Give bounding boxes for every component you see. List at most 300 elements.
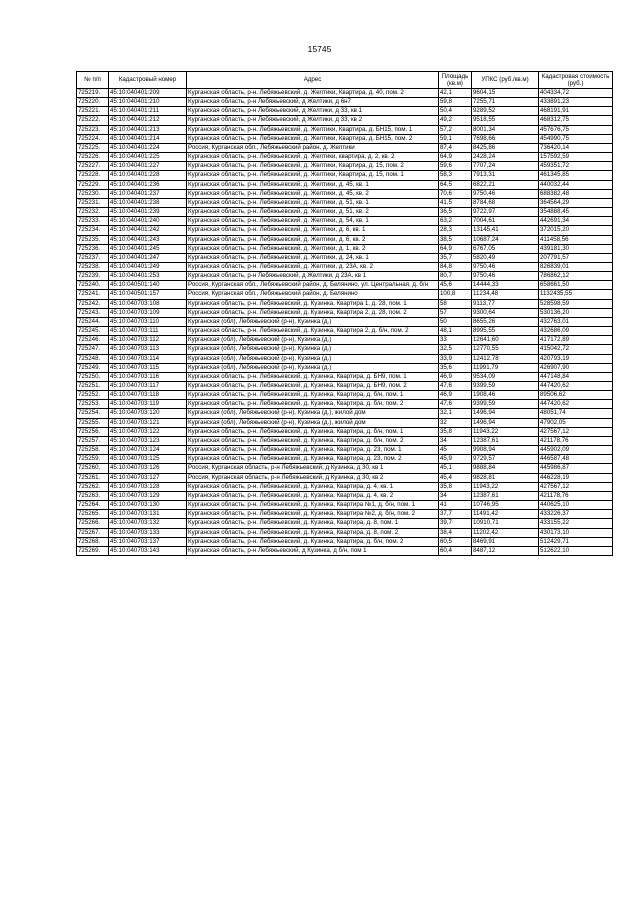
address-cell: Курганская область, р-н. Лебяжьевский, д. Кузинка, Квартира 2, д. 28, пом. 2 <box>187 308 439 317</box>
cadastral-value-cell: 157592,59 <box>539 153 613 162</box>
address-cell: Курганская область, р-н. Лебяжьевский, д. Кузинка, Квартира, д. БН9, пом. 1 <box>187 372 439 381</box>
cadastral-number-cell: 45:10:040401:247 <box>109 253 187 262</box>
address-cell: Курганская область, р-н. Лебяжьевский, д. Кузинка, Квартира, д. 4, кв. 1 <box>187 482 439 491</box>
area-cell: 37,7 <box>439 510 472 519</box>
cadastral-number-cell: 45:10:040703:124 <box>109 446 187 455</box>
row-number-cell: 725222. <box>77 116 109 125</box>
address-cell: Курганская область, р-н. Лебяжьевский, д. Кузинка, Квартира 1, д. 28, пом. 1 <box>187 299 439 308</box>
table-row <box>77 436 613 445</box>
area-cell: 60,4 <box>439 546 472 555</box>
table-row <box>77 125 613 134</box>
cadastral-value-cell: 447420,62 <box>539 400 613 409</box>
cadastral-value-cell: 442691,34 <box>539 217 613 226</box>
table-row <box>77 253 613 262</box>
header-row <box>77 72 613 89</box>
row-number-cell: 725235. <box>77 235 109 244</box>
cadastral-number-cell: 45:10:040703:119 <box>109 400 187 409</box>
cadastral-number-cell: 45:10:040703:123 <box>109 436 187 445</box>
area-cell: 38,5 <box>439 235 472 244</box>
cadastral-value-cell: 47902,05 <box>539 418 613 427</box>
row-number-cell: 725263. <box>77 491 109 500</box>
cadastral-number-cell: 45:10:040401:211 <box>109 107 187 116</box>
area-cell: 100,8 <box>439 290 472 299</box>
cadastral-number-cell: 45:10:040703:131 <box>109 510 187 519</box>
cadastral-number-cell: 45:10:040501:140 <box>109 281 187 290</box>
address-cell: Курганская (обл), Лебяжьевский (р-н), Кузинка (д.) <box>187 354 439 363</box>
upks-cell: 9300,64 <box>472 308 539 317</box>
table-row <box>77 455 613 464</box>
cadastral-value-cell: 415042,72 <box>539 345 613 354</box>
address-cell: Курганская область, р-н. Лебяжьевский, д. Кузинка, Квартира №1, д. б/н, пом. 1 <box>187 501 439 510</box>
area-cell: 32 <box>439 418 472 427</box>
address-cell: Курганская область, р-н. Лебяжьевский, д. Кузинка, Квартира, д. 8, пом. 2 <box>187 528 439 537</box>
area-cell: 58,3 <box>439 171 472 180</box>
cadastral-value-cell: 459351,72 <box>539 162 613 171</box>
cadastral-value-cell: 427567,12 <box>539 427 613 436</box>
cadastral-number-cell: 45:10:040703:143 <box>109 546 187 555</box>
upks-cell: 6822,21 <box>472 180 539 189</box>
row-number-cell: 725240. <box>77 281 109 290</box>
upks-cell: 9534,09 <box>472 372 539 381</box>
upks-cell: 9908,94 <box>472 446 539 455</box>
header-number: № п/п <box>77 72 109 89</box>
table-header <box>77 72 613 89</box>
cadastral-value-cell: 89506,62 <box>539 391 613 400</box>
row-number-cell: 725233. <box>77 217 109 226</box>
upks-cell: 9750,46 <box>472 189 539 198</box>
cadastral-number-cell: 45:10:040401:239 <box>109 208 187 217</box>
table-row <box>77 501 613 510</box>
cadastral-number-cell: 45:10:040401:243 <box>109 235 187 244</box>
header-address: Адрес <box>187 72 439 89</box>
address-cell: Курганская область, р-н. Лебяжьевский, д. Желтики, Квартира, д. 15, пом. 1 <box>187 171 439 180</box>
cadastral-value-cell: 411458,56 <box>539 235 613 244</box>
address-cell: Курганская (обл), Лебяжьевский (р-н), Кузинка (д.), жилой дом <box>187 409 439 418</box>
row-number-cell: 725253. <box>77 400 109 409</box>
upks-cell: 10746,95 <box>472 501 539 510</box>
cadastral-value-cell: 1132435,55 <box>539 290 613 299</box>
row-number-cell: 725239. <box>77 272 109 281</box>
upks-cell: 10910,71 <box>472 519 539 528</box>
upks-cell: 12770,55 <box>472 345 539 354</box>
cadastral-value-cell: 530136,20 <box>539 308 613 317</box>
area-cell: 39,7 <box>439 519 472 528</box>
header-area: Площадь (кв.м) <box>439 72 472 89</box>
row-number-cell: 725244. <box>77 317 109 326</box>
table-row <box>77 363 613 372</box>
cadastral-value-cell: 468191,91 <box>539 107 613 116</box>
row-number-cell: 725250. <box>77 372 109 381</box>
upks-cell: 8425,86 <box>472 143 539 152</box>
address-cell: Курганская область, р-н. Лебяжьевский, д. Кузинка, Квартира, д. БН9, пом. 2 <box>187 382 439 391</box>
area-cell: 45,4 <box>439 473 472 482</box>
table-row <box>77 89 613 98</box>
cadastral-number-cell: 45:10:040401:237 <box>109 189 187 198</box>
table-row <box>77 382 613 391</box>
row-number-cell: 725231. <box>77 198 109 207</box>
header-cadastral-number: Кадастровый номер <box>109 72 187 89</box>
row-number-cell: 725236. <box>77 244 109 253</box>
area-cell: 33,9 <box>439 354 472 363</box>
area-cell: 57,2 <box>439 125 472 134</box>
area-cell: 38,4 <box>439 528 472 537</box>
upks-cell: 11234,48 <box>472 290 539 299</box>
address-cell: Курганская (обл), Лебяжьевский (р-н), Кузинка (д.) <box>187 345 439 354</box>
upks-cell: 9750,46 <box>472 262 539 271</box>
upks-cell: 10687,24 <box>472 235 539 244</box>
area-cell: 35,8 <box>439 482 472 491</box>
area-cell: 45,6 <box>439 281 472 290</box>
row-number-cell: 725264. <box>77 501 109 510</box>
address-cell: Курганская область, р-н. Лебяжьевский, д. Кузинка, Квартира, д. 23, пом. 1 <box>187 446 439 455</box>
row-number-cell: 725251. <box>77 382 109 391</box>
table-row <box>77 418 613 427</box>
table-row <box>77 391 613 400</box>
row-number-cell: 725223. <box>77 125 109 134</box>
table-row <box>77 244 613 253</box>
table-row <box>77 473 613 482</box>
cadastral-value-cell: 447420,62 <box>539 382 613 391</box>
row-number-cell: 725221. <box>77 107 109 116</box>
upks-cell: 6767,05 <box>472 244 539 253</box>
upks-cell: 12387,61 <box>472 491 539 500</box>
address-cell: Курганская область, р-н. Лебяжьевский, д. Желтики, Квартира, д. БН15, пом. 2 <box>187 134 439 143</box>
table-row <box>77 162 613 171</box>
address-cell: Россия, Курганская обл., Лебяжьевский район, д. Белянино <box>187 290 439 299</box>
table-row <box>77 537 613 546</box>
area-cell: 57 <box>439 308 472 317</box>
table-row <box>77 427 613 436</box>
cadastral-number-cell: 45:10:040703:121 <box>109 418 187 427</box>
row-number-cell: 725257. <box>77 436 109 445</box>
row-number-cell: 725267. <box>77 528 109 537</box>
table-row <box>77 446 613 455</box>
cadastral-number-cell: 45:10:040703:115 <box>109 363 187 372</box>
table-row <box>77 354 613 363</box>
cadastral-value-cell: 468312,75 <box>539 116 613 125</box>
area-cell: 58 <box>439 299 472 308</box>
area-cell: 59,1 <box>439 134 472 143</box>
area-cell: 35,8 <box>439 427 472 436</box>
upks-cell: 9399,59 <box>472 382 539 391</box>
area-cell: 47,6 <box>439 400 472 409</box>
address-cell: Курганская область, р-н. Лебяжьевский, д. Кузинка, Квартира, д. б/н, пом. 1 <box>187 391 439 400</box>
table-row <box>77 528 613 537</box>
upks-cell: 8655,26 <box>472 317 539 326</box>
cadastral-number-cell: 45:10:040703:118 <box>109 391 187 400</box>
cadastral-number-cell: 45:10:040703:114 <box>109 354 187 363</box>
address-cell: Курганская область, р-н. Лебяжьевский, д. Желтики, д. 51, кв. 2 <box>187 208 439 217</box>
area-cell: 64,9 <box>439 244 472 253</box>
area-cell: 34 <box>439 436 472 445</box>
row-number-cell: 725243. <box>77 308 109 317</box>
area-cell: 32,5 <box>439 345 472 354</box>
cadastral-number-cell: 45:10:040703:126 <box>109 464 187 473</box>
table-row <box>77 345 613 354</box>
cadastral-value-cell: 48051,74 <box>539 409 613 418</box>
upks-cell: 11491,42 <box>472 510 539 519</box>
area-cell: 59,6 <box>439 162 472 171</box>
address-cell: Курганская область, р-н Лебяжьевский, д Желтики, д 33, кв 1 <box>187 107 439 116</box>
cadastral-number-cell: 45:10:040401:245 <box>109 244 187 253</box>
area-cell: 48,1 <box>439 327 472 336</box>
cadastral-number-cell: 45:10:040401:209 <box>109 89 187 98</box>
table-row <box>77 272 613 281</box>
table-row <box>77 317 613 326</box>
cadastral-number-cell: 45:10:040703:116 <box>109 372 187 381</box>
cadastral-value-cell: 421178,76 <box>539 436 613 445</box>
upks-cell: 8469,91 <box>472 537 539 546</box>
area-cell: 63,2 <box>439 217 472 226</box>
cadastral-value-cell: 786862,12 <box>539 272 613 281</box>
cadastral-value-cell: 433155,22 <box>539 519 613 528</box>
address-cell: Курганская область, р-н. Лебяжьевский, д. Желтики, квартира, д. 2, кв. 2 <box>187 153 439 162</box>
table-row <box>77 262 613 271</box>
row-number-cell: 725220. <box>77 98 109 107</box>
address-cell: Курганская область, р-н. Лебяжьевский, д. Кузинка, Квартира, д. 8, пом. 1 <box>187 519 439 528</box>
cadastral-number-cell: 45:10:040401:228 <box>109 171 187 180</box>
cadastral-value-cell: 445902,09 <box>539 446 613 455</box>
cadastral-value-cell: 354888,45 <box>539 208 613 217</box>
cadastral-value-cell: 426907,90 <box>539 363 613 372</box>
address-cell: Курганская область, р-н. Лебяжьевский, д. Кузинка, Квартира, д. б/н, пом. 2 <box>187 436 439 445</box>
table-row <box>77 372 613 381</box>
table-row <box>77 409 613 418</box>
cadastral-value-cell: 457676,75 <box>539 125 613 134</box>
area-cell: 49,2 <box>439 116 472 125</box>
upks-cell: 9399,59 <box>472 400 539 409</box>
cadastral-value-cell: 432763,01 <box>539 317 613 326</box>
address-cell: Курганская область, р-н. Лебяжьевский, д. Желтики, д. 23А, кв. 2 <box>187 262 439 271</box>
row-number-cell: 725238. <box>77 262 109 271</box>
table-row <box>77 116 613 125</box>
area-cell: 50 <box>439 317 472 326</box>
upks-cell: 8001,34 <box>472 125 539 134</box>
address-cell: Курганская область, р-н. Лебяжьевский, д. Желтики, д. 51, кв. 1 <box>187 198 439 207</box>
cadastral-number-cell: 45:10:040401:213 <box>109 125 187 134</box>
page-number: 15745 <box>307 44 332 54</box>
cadastral-number-cell: 45:10:040703:111 <box>109 327 187 336</box>
upks-cell: 9604,15 <box>472 89 539 98</box>
upks-cell: 9722,97 <box>472 208 539 217</box>
cadastral-value-cell: 432686,09 <box>539 327 613 336</box>
row-number-cell: 725247. <box>77 345 109 354</box>
area-cell: 70,6 <box>439 189 472 198</box>
address-cell: Россия, Курганская обл., Лебяжьевский район, д. Белянино, ул. Центральная, д. б/н <box>187 281 439 290</box>
address-cell: Россия, Курганская обл., Лебяжьевский район, д. Желтики <box>187 143 439 152</box>
row-number-cell: 725246. <box>77 336 109 345</box>
area-cell: 84,8 <box>439 262 472 271</box>
row-number-cell: 725226. <box>77 153 109 162</box>
address-cell: Курганская область, р-н. Лебяжьевский, д. Желтики, д. 1, кв. 2 <box>187 244 439 253</box>
row-number-cell: 725249. <box>77 363 109 372</box>
table-row <box>77 180 613 189</box>
address-cell: Курганская область, р-н Лебяжьевский, д Желтики, д 23А, кв 1 <box>187 272 439 281</box>
row-number-cell: 725268. <box>77 537 109 546</box>
table-row <box>77 464 613 473</box>
upks-cell: 9113,77 <box>472 299 539 308</box>
row-number-cell: 725259. <box>77 455 109 464</box>
table-row <box>77 400 613 409</box>
cadastral-value-cell: 736420,14 <box>539 143 613 152</box>
cadastral-number-cell: 45:10:040703:109 <box>109 308 187 317</box>
upks-cell: 9289,52 <box>472 107 539 116</box>
upks-cell: 8784,68 <box>472 198 539 207</box>
cadastral-number-cell: 45:10:040401:227 <box>109 162 187 171</box>
table-row <box>77 208 613 217</box>
upks-cell: 5820,49 <box>472 253 539 262</box>
area-cell: 45,1 <box>439 464 472 473</box>
row-number-cell: 725228. <box>77 171 109 180</box>
cadastral-number-cell: 45:10:040703:108 <box>109 299 187 308</box>
area-cell: 36,5 <box>439 208 472 217</box>
cadastral-value-cell: 447148,84 <box>539 372 613 381</box>
area-cell: 59,8 <box>439 98 472 107</box>
cadastral-value-cell: 430173,10 <box>539 528 613 537</box>
upks-cell: 12412,78 <box>472 354 539 363</box>
table-row <box>77 519 613 528</box>
area-cell: 46,9 <box>439 391 472 400</box>
address-cell: Курганская (обл), Лебяжьевский (р-н), Кузинка (д.) <box>187 317 439 326</box>
row-number-cell: 725255. <box>77 418 109 427</box>
cadastral-number-cell: 45:10:040401:242 <box>109 226 187 235</box>
address-cell: Курганская область, р-н. Лебяжьевский, д. Желтики, д. 6, кв. 1 <box>187 226 439 235</box>
upks-cell: 11991,79 <box>472 363 539 372</box>
area-cell: 47,6 <box>439 382 472 391</box>
cadastral-value-cell: 461345,85 <box>539 171 613 180</box>
cadastral-number-cell: 45:10:040401:214 <box>109 134 187 143</box>
table-row <box>77 143 613 152</box>
area-cell: 46,9 <box>439 372 472 381</box>
area-cell: 28,3 <box>439 226 472 235</box>
cadastral-number-cell: 45:10:040401:210 <box>109 98 187 107</box>
upks-cell: 1496,94 <box>472 418 539 427</box>
upks-cell: 2428,24 <box>472 153 539 162</box>
table-row <box>77 98 613 107</box>
table-row <box>77 153 613 162</box>
row-number-cell: 725245. <box>77 327 109 336</box>
cadastral-number-cell: 45:10:040703:128 <box>109 482 187 491</box>
row-number-cell: 725219. <box>77 89 109 98</box>
table-row <box>77 546 613 555</box>
cadastral-number-cell: 45:10:040703:137 <box>109 537 187 546</box>
cadastral-value-cell: 446587,48 <box>539 455 613 464</box>
cadastral-value-cell: 433891,23 <box>539 98 613 107</box>
cadastral-value-cell: 445986,87 <box>539 464 613 473</box>
row-number-cell: 725252. <box>77 391 109 400</box>
area-cell: 35,6 <box>439 363 472 372</box>
area-cell: 35,7 <box>439 253 472 262</box>
table-body <box>77 89 613 556</box>
header-upks: УПКС (руб./кв.м) <box>472 72 539 89</box>
address-cell: Курганская область, р-н. Лебяжьевский, д. Желтики, д. 6, кв. 2 <box>187 235 439 244</box>
cadastral-value-cell: 658661,50 <box>539 281 613 290</box>
upks-cell: 7004,61 <box>472 217 539 226</box>
row-number-cell: 725229. <box>77 180 109 189</box>
cadastral-value-cell: 207791,57 <box>539 253 613 262</box>
cadastral-number-cell: 45:10:040401:238 <box>109 198 187 207</box>
table-row <box>77 299 613 308</box>
cadastral-number-cell: 45:10:040703:120 <box>109 409 187 418</box>
row-number-cell: 725234. <box>77 226 109 235</box>
upks-cell: 9888,84 <box>472 464 539 473</box>
row-number-cell: 725242. <box>77 299 109 308</box>
table-row <box>77 107 613 116</box>
area-cell: 41,5 <box>439 198 472 207</box>
table-row <box>77 171 613 180</box>
upks-cell: 1496,94 <box>472 409 539 418</box>
row-number-cell: 725260. <box>77 464 109 473</box>
cadastral-number-cell: 45:10:040703:127 <box>109 473 187 482</box>
row-number-cell: 725258. <box>77 446 109 455</box>
table-row <box>77 510 613 519</box>
row-number-cell: 725262. <box>77 482 109 491</box>
address-cell: Курганская область, р-н Лебяжьевский, д Желтики, д 6н7 <box>187 98 439 107</box>
table-row <box>77 491 613 500</box>
area-cell: 87,4 <box>439 143 472 152</box>
upks-cell: 7707,24 <box>472 162 539 171</box>
row-number-cell: 725256. <box>77 427 109 436</box>
cadastral-value-cell: 421178,76 <box>539 491 613 500</box>
address-cell: Россия, Курганская область, р-н Лебяжьевский, д Кузинка, д 30, кв 1 <box>187 464 439 473</box>
area-cell: 50,4 <box>439 107 472 116</box>
address-cell: Курганская область, р-н. Лебяжьевский, д. Кузинка, Квартира, д. 23, пом. 2 <box>187 455 439 464</box>
cadastral-number-cell: 45:10:040703:133 <box>109 528 187 537</box>
cadastral-value-cell: 364564,29 <box>539 198 613 207</box>
address-cell: Курганская область, р-н. Лебяжьевский, д. Кузинка, Квартира 2, д. б/н, пом. 2 <box>187 327 439 336</box>
address-cell: Курганская область, р-н. Лебяжьевский, д. Желтики, д. 24, кв. 1 <box>187 253 439 262</box>
table-row <box>77 482 613 491</box>
upks-cell: 1908,46 <box>472 391 539 400</box>
cadastral-number-cell: 45:10:040703:129 <box>109 491 187 500</box>
row-number-cell: 725254. <box>77 409 109 418</box>
upks-cell: 9518,55 <box>472 116 539 125</box>
upks-cell: 7913,31 <box>472 171 539 180</box>
cadastral-value-cell: 433226,37 <box>539 510 613 519</box>
address-cell: Курганская (обл), Лебяжьевский (р-н), Кузинка (д.) <box>187 336 439 345</box>
area-cell: 33 <box>439 336 472 345</box>
cadastral-value-cell: 417172,89 <box>539 336 613 345</box>
cadastral-number-cell: 45:10:040703:132 <box>109 519 187 528</box>
row-number-cell: 725248. <box>77 354 109 363</box>
upks-cell: 11202,42 <box>472 528 539 537</box>
cadastral-number-cell: 45:10:040401:212 <box>109 116 187 125</box>
table-row <box>77 308 613 317</box>
table-row <box>77 226 613 235</box>
area-cell: 45 <box>439 446 472 455</box>
address-cell: Курганская (обл), Лебяжьевский (р-н), Кузинка (д.) <box>187 363 439 372</box>
upks-cell: 8995,55 <box>472 327 539 336</box>
row-number-cell: 725237. <box>77 253 109 262</box>
cadastral-number-cell: 45:10:040501:157 <box>109 290 187 299</box>
upks-cell: 11943,22 <box>472 482 539 491</box>
address-cell: Курганская область, р-н. Лебяжьевский, д. Кузинка, Квартира, д. б/н, пом. 1 <box>187 427 439 436</box>
upks-cell: 7255,71 <box>472 98 539 107</box>
row-number-cell: 725266. <box>77 519 109 528</box>
area-cell: 32,1 <box>439 409 472 418</box>
area-cell: 45,9 <box>439 455 472 464</box>
upks-cell: 11943,22 <box>472 427 539 436</box>
table-row <box>77 217 613 226</box>
upks-cell: 8487,12 <box>472 546 539 555</box>
table-row <box>77 290 613 299</box>
table-row <box>77 198 613 207</box>
cadastral-value-cell: 512622,10 <box>539 546 613 555</box>
upks-cell: 9729,57 <box>472 455 539 464</box>
cadastral-value-cell: 372015,20 <box>539 226 613 235</box>
address-cell: Курганская область, р-н. Лебяжьевский, д. Желтики, Квартира, д. 40, пом. 2 <box>187 89 439 98</box>
cadastral-number-cell: 45:10:040703:112 <box>109 336 187 345</box>
